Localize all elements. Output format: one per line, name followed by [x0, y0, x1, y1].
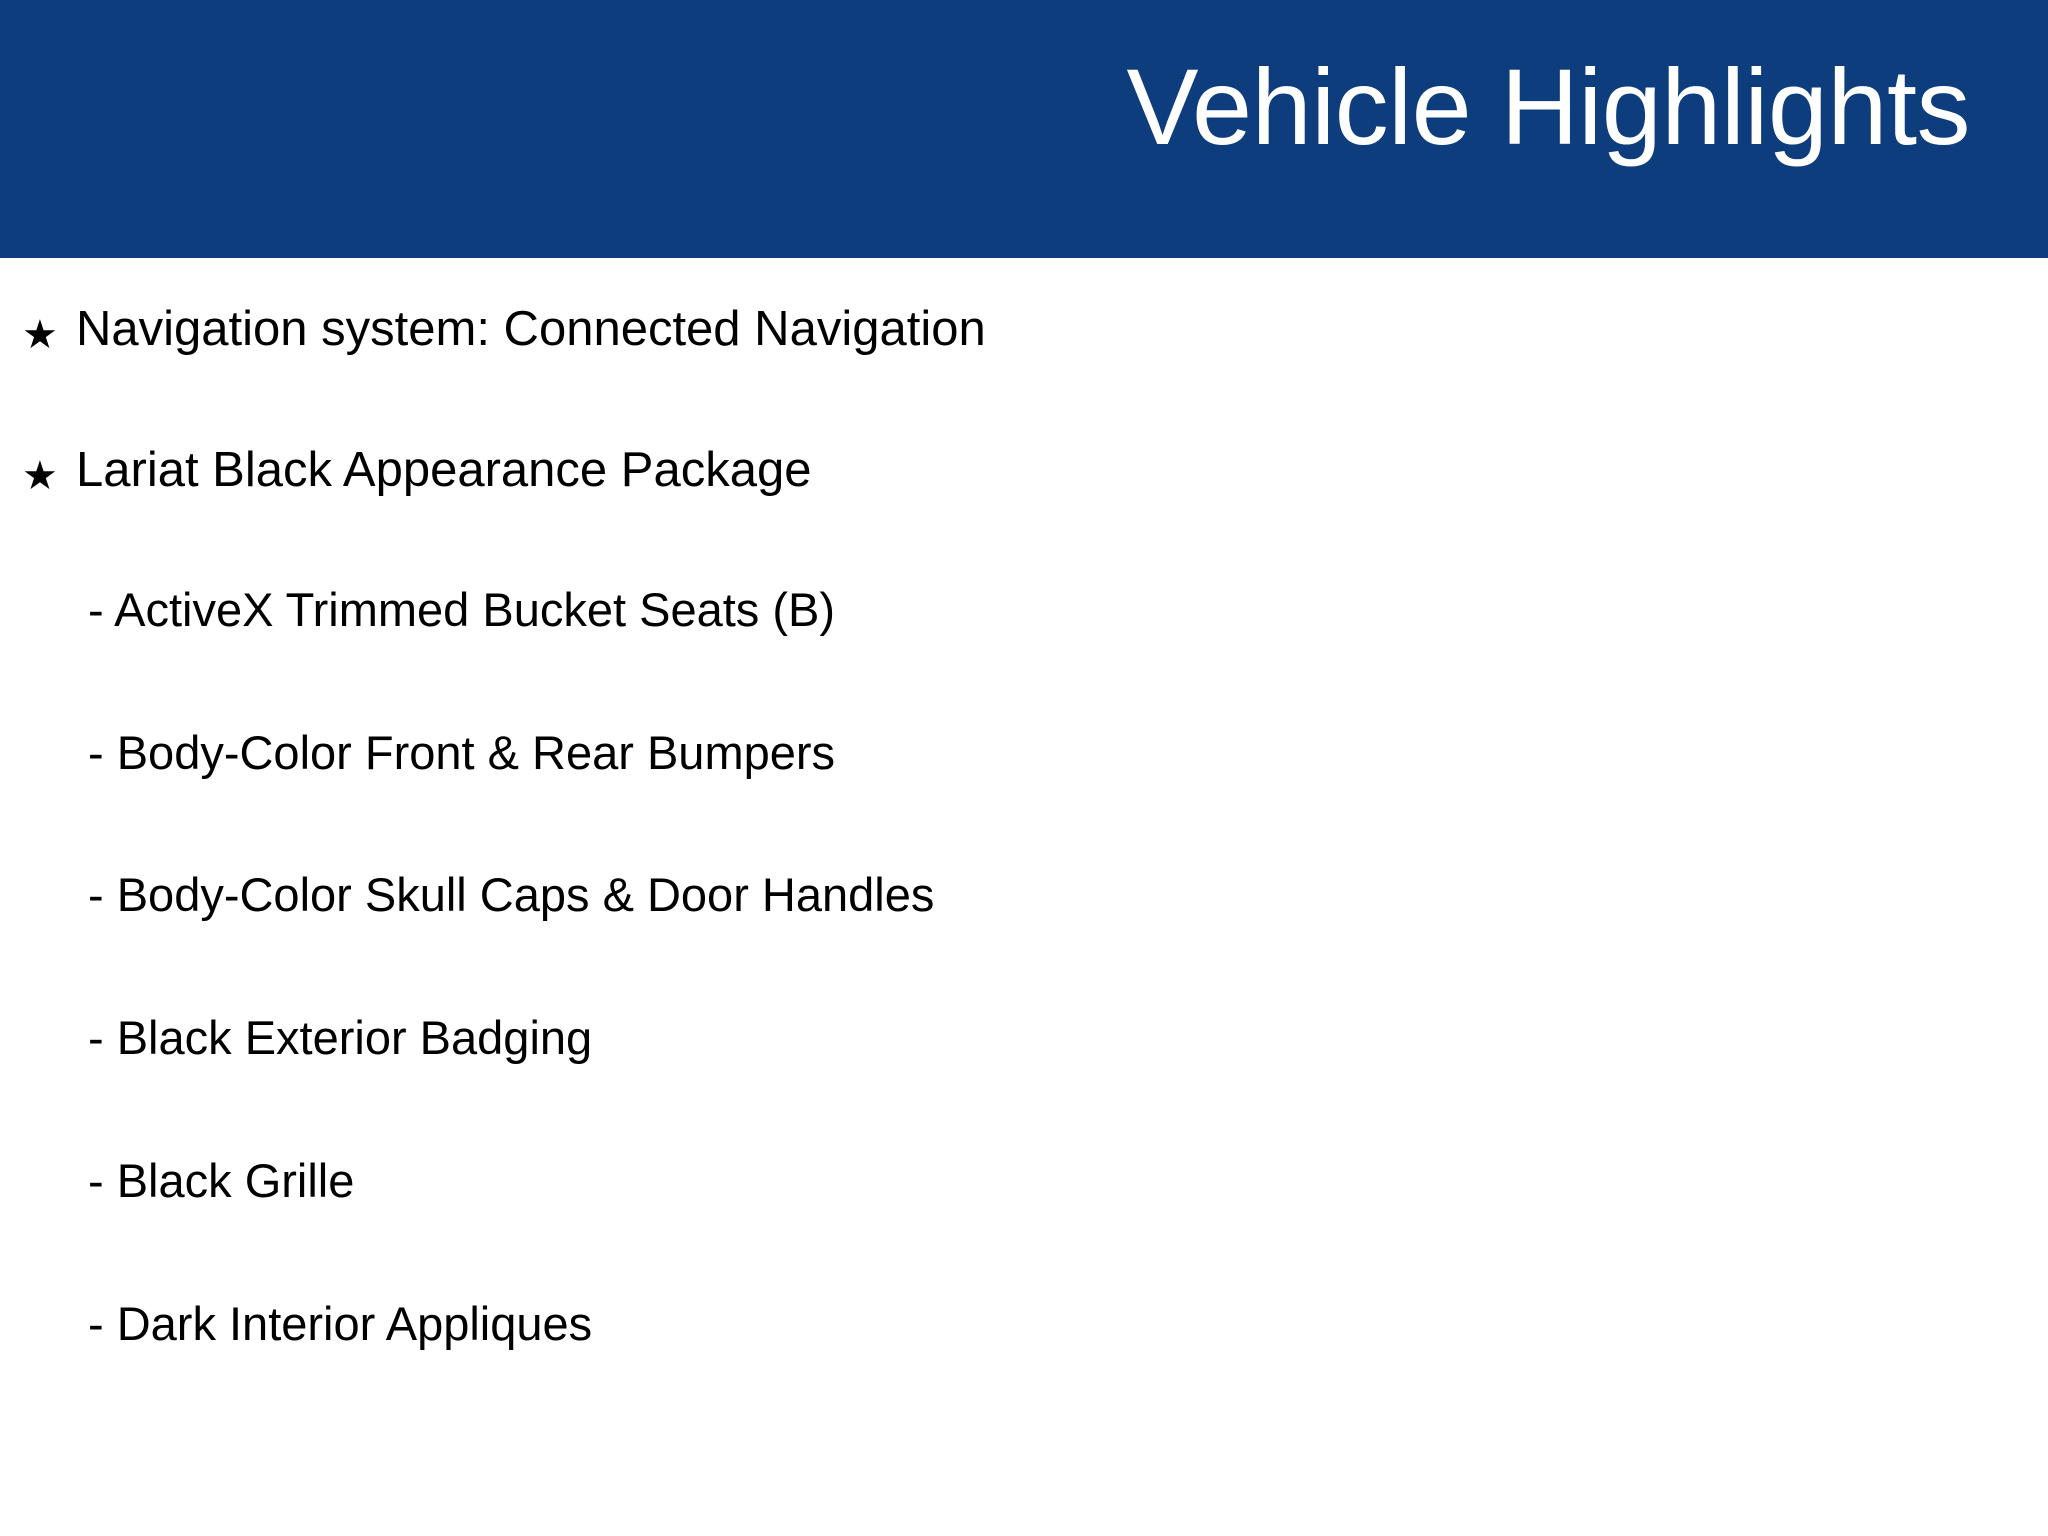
star-icon: ★ — [22, 453, 58, 498]
slide-content — [0, 258, 2048, 1536]
sub-list-item — [0, 1296, 2048, 1350]
page-title: Vehicle Highlights — [1126, 46, 1970, 167]
sub-list-item — [0, 870, 2048, 921]
sub-list-item — [0, 725, 2048, 779]
list-item — [0, 303, 2048, 356]
list-item-label: Navigation system: Connected Navigation — [76, 302, 986, 356]
sub-list-item — [0, 582, 2048, 636]
sub-list-item-label: - Black Grille — [88, 1153, 355, 1207]
sub-list-item-label: - Body-Color Skull Caps & Door Handles — [88, 868, 935, 922]
title-banner — [0, 0, 2048, 258]
star-icon: ★ — [22, 313, 58, 357]
sub-list-item-label: - Body-Color Front & Rear Bumpers — [88, 725, 836, 779]
sub-list-item-label: - ActiveX Trimmed Bucket Seats (B) — [88, 582, 835, 636]
sub-list-item-label: - Dark Interior Appliques — [88, 1296, 593, 1350]
list-item — [0, 444, 2048, 497]
sub-list-item — [0, 1153, 2048, 1207]
sub-list-item — [0, 1013, 2048, 1064]
list-item-label: Lariat Black Appearance Package — [76, 442, 812, 497]
sub-list-item-label: - Black Exterior Badging — [88, 1011, 593, 1065]
